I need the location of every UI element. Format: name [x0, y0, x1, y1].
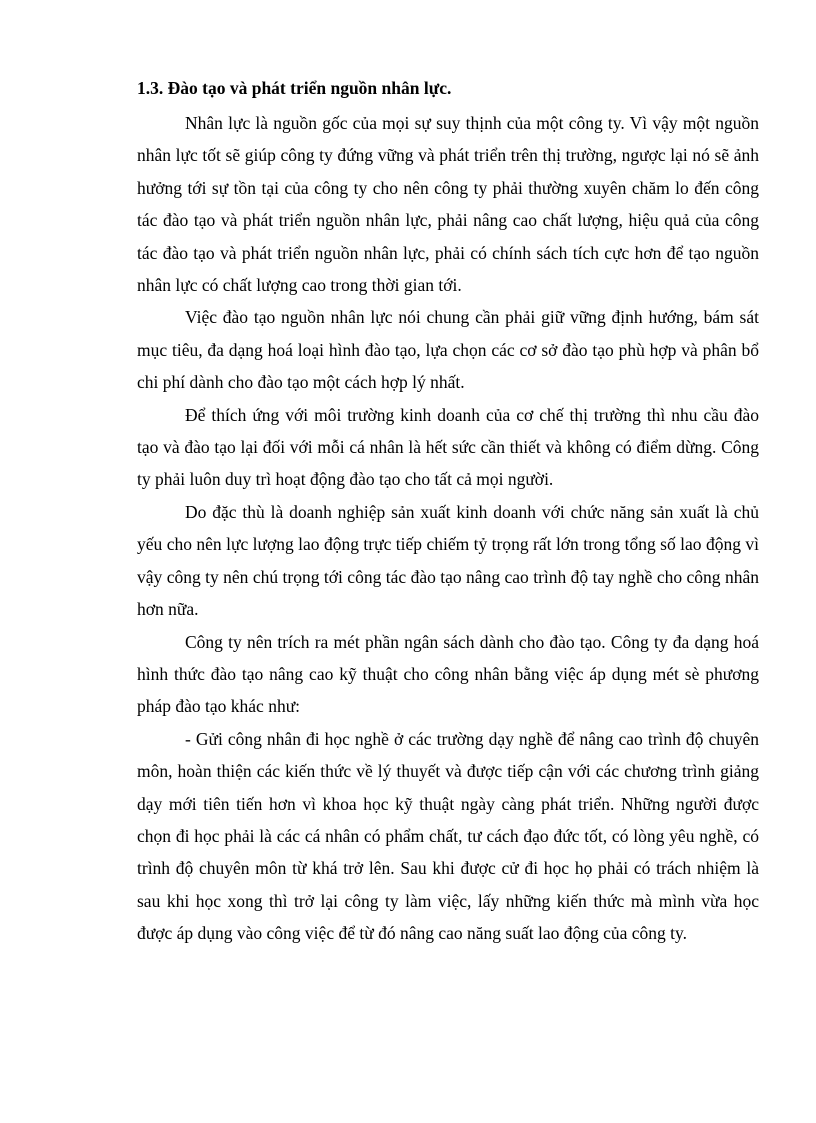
- paragraph: Công ty nên trích ra mét phần ngân sách dành cho đào tạo. Công ty đa dạng hoá hình thức đào tạo nâng cao kỹ thuật cho công nhân bằng việc áp dụng mét sè phương pháp đào tạo khác như:: [137, 631, 759, 717]
- paragraph: Do đặc thù là doanh nghiệp sản xuất kinh doanh với chức năng sản xuất là chủ yếu cho nên lực lượng lao động trực tiếp chiếm tỷ trọng rất lớn trong tổng số lao động vì vậy công ty nên chú trọng tới công tác đào tạo nâng cao trình độ tay nghề cho công nhân hơn nữa.: [137, 501, 759, 620]
- section-heading: 1.3. Đào tạo và phát triển nguồn nhân lực.: [137, 78, 452, 98]
- paragraph: - Gửi công nhân đi học nghề ở các trường dạy nghề để nâng cao trình độ chuyên môn, hoàn thiện các kiến thức về lý thuyết và được tiếp cận với các chương trình giảng dạy mới tiên tiến hơn vì khoa học kỹ thuật ngày càng phát triển. Những người được chọn đi học phải là các cá nhân có phẩm chất, tư cách đạo đức tốt, có lòng yêu nghề, có trình độ chuyên môn từ khá trở lên. Sau khi được cử đi học họ phải có trách nhiệm là sau khi học xong thì trở lại công ty làm việc, lấy những kiến thức mà mình vừa học được áp dụng vào công việc để từ đó nâng cao năng suất lao động của công ty.: [137, 728, 759, 944]
- paragraph: Nhân lực là nguồn gốc của mọi sự suy thịnh của một công ty. Vì vậy một nguồn nhân lực tốt sẽ giúp công ty đứng vững và phát triển trên thị trường, ngược lại nó sẽ ảnh hưởng tới sự tồn tại của công ty cho nên công ty phải thường xuyên chăm lo đến công tác đào tạo và phát triển nguồn nhân lực, phải nâng cao chất lượng, hiệu quả của công tác đào tạo và phát triển nguồn nhân lực, phải có chính sách tích cực hơn để tạo nguồn nhân lực có chất lượng cao trong thời gian tới.: [137, 113, 759, 296]
- paragraph: Việc đào tạo nguồn nhân lực nói chung cần phải giữ vững định hướng, bám sát mục tiêu, đa dạng hoá loại hình đào tạo, lựa chọn các cơ sở đào tạo phù hợp và phân bổ chi phí dành cho đào tạo một cách hợp lý nhất.: [137, 307, 759, 393]
- paragraph: Để thích ứng với môi trường kinh doanh của cơ chế thị trường thì nhu cầu đào tạo và đào tạo lại đối với mỗi cá nhân là hết sức cần thiết và không có điểm dừng. Công ty phải luôn duy trì hoạt động đào tạo cho tất cả mọi người.: [137, 404, 759, 490]
- document-body: [137, 74, 759, 950]
